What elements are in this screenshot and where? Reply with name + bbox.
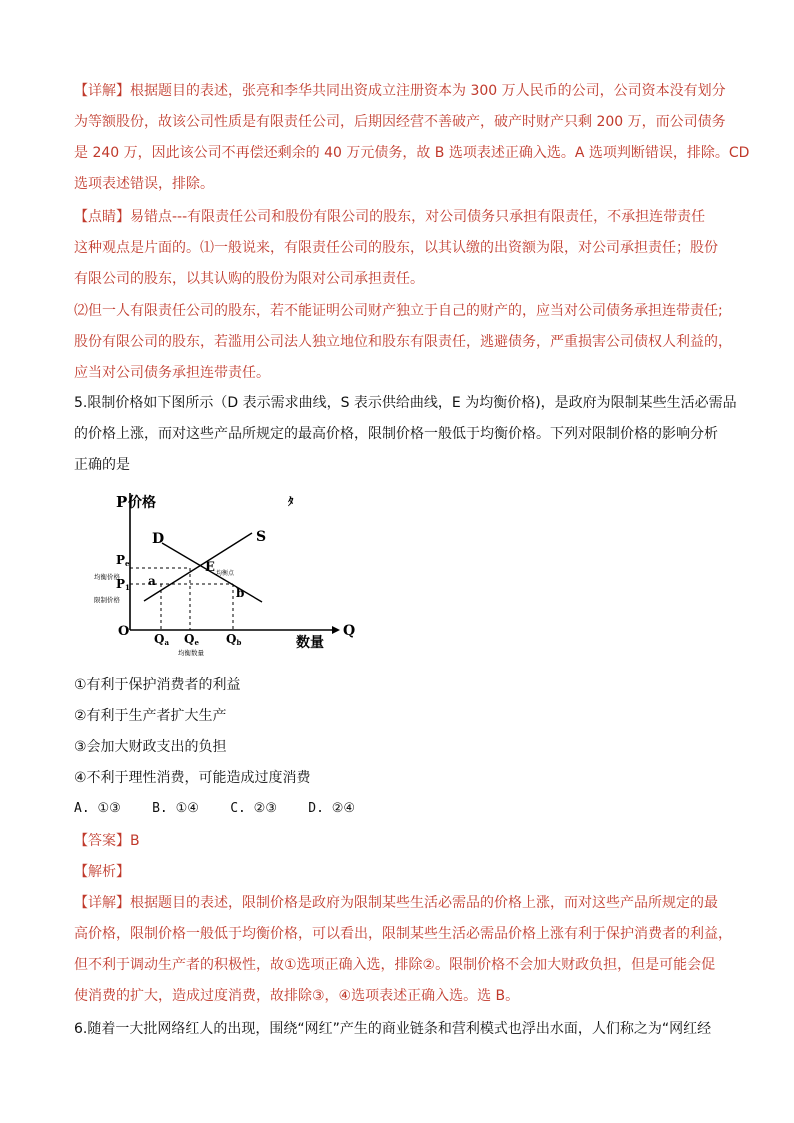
tip-paragraph-2: ⑵但一人有限责任公司的股东，若不能证明公司财产独立于自己的财产的，应当对公司债务承担连带责任; 股份有限公司的股东，若滥用公司法人独立地位和股东有限责任，逃避债务，严重损害公司债权人利益的， 应当对公司债务承担连带责任。 bbox=[74, 303, 732, 381]
e-label: E bbox=[205, 560, 215, 575]
qb-label: Qb bbox=[226, 632, 242, 647]
explanation-line: 选项表述错误，排除。 bbox=[74, 176, 214, 192]
supply-demand-figure bbox=[94, 485, 360, 660]
detail-tag: 【详解】 bbox=[74, 83, 130, 99]
limit-price-note: 限制价格 bbox=[94, 596, 120, 604]
point-a-label: a bbox=[148, 574, 156, 588]
corner-mark: ﾀ bbox=[288, 495, 294, 508]
explanation-line: 是 240 万，因此该公司不再偿还剩余的 40 万元债务，故 B 选项表述正确入选。A 选项判断错误，排除。CD bbox=[74, 145, 750, 161]
quantity-axis-label: 数量 bbox=[296, 635, 324, 651]
explanation-line: 为等额股份，故该公司性质是有限责任公司，后期因经营不善破产，破产时财产只剩 200 万，而公司债务 bbox=[74, 114, 726, 130]
tip-paragraph: 【点睛】易错点---有限责任公司和股份有限公司的股东，对公司债务只承担有限责任，不承担连带责任 这种观点是片面的。⑴一般说来，有限责任公司的股东，以其认缴的出资额为限，对公司承担责任；股份 有限公司的股东，以其认购的股份为限对公司承担责任。 bbox=[74, 209, 718, 287]
choice-1: ①有利于保护消费者的利益 bbox=[74, 677, 241, 693]
question-6: 6.随着一大批网络红人的出现，围绕“网红”产生的商业链条和营利模式也浮出水面，人们称之为“网红经 bbox=[74, 1021, 712, 1037]
s-label: S bbox=[256, 529, 267, 545]
price-axis-label: 价格 bbox=[128, 495, 156, 511]
equilibrium-point-note: 均衡点 bbox=[216, 570, 235, 577]
pe-label: Pe bbox=[116, 553, 130, 568]
equilibrium-quantity-note: 均衡数量 bbox=[178, 649, 204, 657]
choice-4: ④不利于理性消费，可能造成过度消费 bbox=[74, 770, 311, 786]
point-b-label: b bbox=[236, 586, 245, 600]
choice-3: ③会加大财政支出的负担 bbox=[74, 739, 227, 755]
p1-label: P1 bbox=[116, 577, 130, 592]
p-label: P bbox=[116, 493, 128, 511]
d-label: D bbox=[152, 531, 165, 547]
explanation-paragraph-1 bbox=[74, 76, 750, 200]
explanation-line: 【详解】根据题目的表述，张亮和李华共同出资成立注册资本为 300 万人民币的公司，公司资本没有划分 bbox=[74, 83, 726, 99]
analysis-heading: 【解析】 bbox=[74, 864, 130, 880]
question-5: 5.限制价格如下图所示（D 表示需求曲线，S 表示供给曲线，E 为均衡价格)，是政府为限制某些生活必需品 的价格上涨，而对这些产品所规定的最高价格，限制价格一般低于均衡价格。下列对限制价格的影响分析 正确的是 bbox=[74, 395, 737, 473]
q-arrow bbox=[332, 626, 340, 634]
answer-line: 【答案】B bbox=[74, 833, 140, 849]
equilibrium-price-note: 均衡价格 bbox=[94, 573, 120, 581]
q-label: Q bbox=[343, 623, 356, 639]
choice-2: ②有利于生产者扩大生产 bbox=[74, 708, 227, 724]
answer-options: A. ①③ B. ①④ C. ②③ D. ②④ bbox=[74, 801, 356, 816]
explanation-paragraph-2: 【详解】根据题目的表述，限制价格是政府为限制某些生活必需品的价格上涨，而对这些产品所规定的最 高价格，限制价格一般低于均衡价格，可以看出，限制某些生活必需品价格上涨有利于保护消费者的利益， 但不利于调动生产者的积极性，故①选项正确入选，排除②。限制价格不会加大财政负担，但是可能会促 使消费的扩大，造成过度消费，故排除③，④选项表述正确入选。选 B。 bbox=[74, 895, 732, 1004]
detail-tag-2: 【详解】 bbox=[74, 895, 130, 911]
qa-label: Qa bbox=[154, 632, 169, 647]
origin-label: O bbox=[118, 624, 130, 639]
qe-label: Qe bbox=[184, 632, 199, 647]
tip-tag: 【点睛】 bbox=[74, 209, 130, 225]
